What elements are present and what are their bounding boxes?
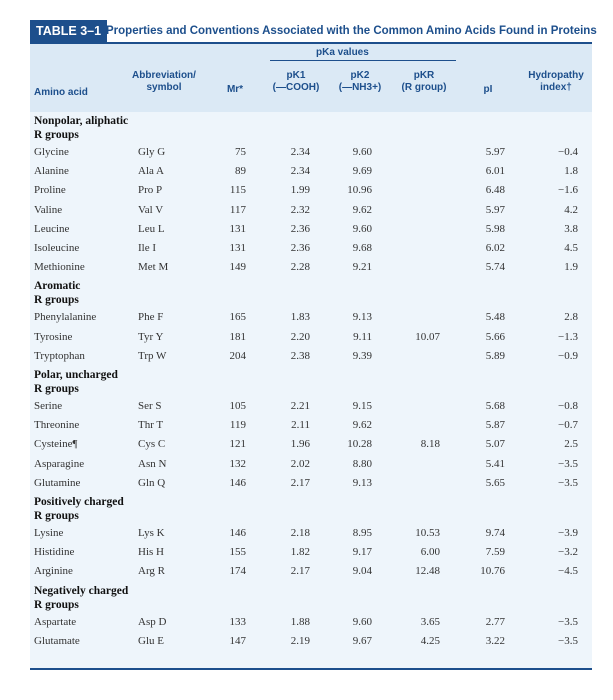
cell-pi: 9.74: [485, 527, 505, 539]
cell-pk2: 9.69: [352, 165, 372, 178]
cell-abbreviation: Tyr Y: [138, 330, 164, 343]
cell-abbreviation: Ile I: [138, 242, 157, 254]
cell-pi: 6.01: [485, 165, 505, 178]
cell-abbreviation: Asn N: [138, 457, 167, 470]
cell-pk1: 2.17: [290, 565, 310, 578]
cell-pi: 5.07: [485, 438, 505, 451]
cell-mr: 147: [229, 634, 246, 647]
cell-pk2: 10.96: [347, 184, 372, 197]
cell-abbreviation: Gly G: [138, 146, 166, 158]
cell-hydropathy: 4.5: [564, 242, 578, 254]
cell-mr: 133: [229, 615, 246, 628]
cell-pi: 5.65: [485, 476, 505, 489]
cell-pk2: 10.28: [347, 438, 372, 451]
table-title-bar: [30, 20, 597, 44]
cell-pk1: 1.88: [290, 615, 310, 628]
cell-pk2: 8.80: [352, 457, 372, 470]
cell-pi: 6.48: [485, 184, 505, 197]
table-row: [30, 144, 592, 162]
cell-amino-acid: Histidine: [34, 546, 75, 559]
cell-hydropathy: −3.9: [558, 527, 578, 539]
col-hydropathy-line1: Hydropathy: [528, 70, 584, 81]
cell-pi: 5.66: [485, 330, 505, 343]
cell-pk1: 2.38: [290, 349, 310, 362]
group-heading-line1: Aromatic: [34, 280, 81, 293]
cell-pkr: 8.18: [420, 438, 440, 451]
table-row: [30, 436, 592, 454]
group-heading: [34, 495, 124, 523]
cell-pkr: 12.48: [415, 565, 440, 578]
cell-pk2: 9.13: [352, 311, 372, 324]
cell-pk1: 2.32: [290, 203, 310, 216]
col-pk1-line1: pK1: [286, 70, 306, 81]
cell-hydropathy: −0.9: [558, 349, 578, 362]
table-number-label: TABLE 3–1: [30, 20, 107, 42]
cell-abbreviation: Ser S: [138, 400, 162, 412]
cell-abbreviation: Ala A: [138, 165, 164, 178]
cell-pkr: 10.53: [415, 527, 440, 539]
group-heading: [34, 114, 128, 142]
cell-pi: 5.48: [485, 311, 505, 324]
table-row: [30, 240, 592, 258]
cell-amino-acid: Arginine: [34, 565, 73, 578]
table-row: [30, 525, 592, 543]
cell-abbreviation: Trp W: [138, 349, 167, 362]
table-row: [30, 417, 592, 435]
col-pk2-line2: (—NH3+): [338, 82, 382, 93]
cell-pi: 5.89: [485, 349, 505, 362]
col-abbreviation-line2: symbol: [146, 82, 182, 93]
cell-pk1: 2.20: [290, 330, 310, 343]
cell-hydropathy: 3.8: [564, 222, 578, 235]
cell-mr: 105: [229, 400, 246, 412]
col-abbreviation-line1: Abbreviation/: [132, 70, 196, 81]
cell-hydropathy: 1.9: [564, 261, 578, 274]
table-body: [30, 112, 592, 668]
cell-pi: 6.02: [485, 242, 505, 254]
cell-pi: 2.77: [485, 615, 505, 628]
group-heading-line2: R groups: [34, 383, 79, 395]
cell-hydropathy: −1.3: [558, 330, 578, 343]
cell-abbreviation: Lys K: [138, 527, 165, 539]
cell-amino-acid: Glycine: [34, 146, 69, 158]
cell-pk2: 9.17: [352, 546, 372, 559]
cell-hydropathy: 1.8: [564, 165, 578, 178]
cell-hydropathy: −0.7: [558, 419, 578, 432]
col-hydropathy-line2: index†: [540, 82, 572, 93]
cell-hydropathy: −1.6: [558, 184, 578, 197]
col-pk1-line2: (—COOH): [272, 82, 320, 93]
table-bottom-rule: [30, 668, 592, 670]
table-row: [30, 182, 592, 200]
group-heading-line1: Nonpolar, aliphatic: [34, 115, 129, 127]
table-row: [30, 309, 592, 327]
cell-abbreviation: Cys C: [138, 438, 166, 451]
cell-pi: 5.68: [485, 400, 505, 412]
cell-amino-acid: Tyrosine: [34, 330, 73, 343]
cell-pk2: 8.95: [352, 527, 372, 539]
cell-pk2: 9.60: [352, 146, 372, 158]
cell-abbreviation: Phe F: [138, 311, 164, 324]
cell-pi: 5.98: [485, 222, 505, 235]
col-amino-acid: Amino acid: [34, 87, 88, 98]
cell-mr: 174: [229, 565, 246, 578]
cell-abbreviation: Met M: [138, 261, 169, 274]
cell-hydropathy: −0.4: [558, 146, 578, 158]
cell-pk1: 1.99: [290, 184, 310, 197]
cell-hydropathy: −3.5: [558, 615, 578, 628]
cell-hydropathy: −3.2: [558, 546, 578, 559]
cell-mr: 181: [229, 330, 246, 343]
cell-mr: 146: [229, 476, 246, 489]
table-row: [30, 456, 592, 474]
cell-abbreviation: Gln Q: [138, 476, 166, 489]
group-heading-line2: R groups: [34, 294, 79, 307]
cell-mr: 131: [229, 242, 246, 254]
cell-mr: 165: [229, 311, 246, 324]
table-header: [30, 44, 592, 112]
cell-hydropathy: −4.5: [558, 565, 578, 578]
group-heading: [34, 584, 128, 612]
cell-mr: 75: [235, 146, 246, 158]
cell-amino-acid: Cysteine¶: [34, 438, 78, 451]
col-pkr-line2: (R group): [401, 82, 447, 93]
cell-pk1: 2.19: [290, 634, 310, 647]
cell-pk2: 9.21: [352, 261, 372, 274]
cell-pkr: 4.25: [420, 634, 440, 647]
group-heading-line1: Polar, uncharged: [34, 369, 118, 381]
cell-abbreviation: Leu L: [138, 222, 165, 235]
table-row: [30, 398, 592, 416]
cell-amino-acid: Lysine: [34, 527, 64, 539]
cell-pk2: 9.67: [352, 634, 372, 647]
col-pi: pI: [483, 84, 493, 95]
cell-abbreviation: Val V: [138, 203, 164, 216]
cell-pk1: 2.17: [290, 476, 310, 489]
cell-amino-acid: Methionine: [34, 261, 85, 274]
cell-amino-acid: Proline: [34, 184, 66, 197]
cell-pi: 5.97: [485, 203, 505, 216]
cell-pk2: 9.68: [352, 242, 372, 254]
cell-pkr: 6.00: [420, 546, 440, 559]
cell-pk1: 1.96: [290, 438, 310, 451]
group-heading-line1: Positively charged: [34, 496, 124, 508]
cell-mr: 89: [235, 165, 246, 178]
cell-pi: 5.87: [485, 419, 505, 432]
cell-amino-acid: Aspartate: [34, 615, 77, 628]
cell-pk2: 9.15: [352, 400, 372, 412]
cell-amino-acid: Glutamine: [34, 476, 81, 489]
cell-mr: 117: [229, 203, 246, 216]
cell-mr: 119: [229, 419, 246, 432]
table-row: [30, 633, 592, 651]
cell-abbreviation: His H: [138, 546, 164, 559]
cell-abbreviation: Arg R: [138, 565, 165, 578]
cell-pi: 5.97: [485, 146, 505, 158]
cell-amino-acid: Glutamate: [34, 634, 80, 647]
group-heading-line2: R groups: [34, 598, 79, 611]
cell-pk2: 9.62: [352, 203, 372, 216]
amino-acid-table: [30, 20, 597, 670]
table-row: [30, 544, 592, 562]
cell-amino-acid: Tryptophan: [34, 349, 85, 362]
cell-pk1: 2.36: [290, 222, 310, 235]
cell-mr: 149: [229, 261, 246, 274]
cell-hydropathy: 4.2: [564, 203, 578, 216]
cell-pk1: 2.21: [290, 400, 310, 412]
cell-mr: 132: [229, 457, 246, 470]
cell-hydropathy: −3.5: [558, 634, 578, 647]
cell-pi: 10.76: [480, 565, 505, 578]
cell-mr: 115: [229, 184, 246, 197]
group-heading: [34, 279, 80, 307]
cell-hydropathy: 2.5: [564, 438, 578, 451]
cell-hydropathy: 2.8: [564, 311, 578, 324]
cell-pk2: 9.62: [352, 419, 372, 432]
cell-pk1: 2.34: [290, 146, 310, 158]
cell-amino-acid: Threonine: [34, 419, 80, 432]
group-heading: [34, 368, 118, 396]
table-row: [30, 475, 592, 493]
cell-pk2: 9.60: [352, 615, 372, 628]
table-row: [30, 348, 592, 366]
cell-pi: 7.59: [485, 546, 505, 559]
cell-mr: 146: [229, 527, 246, 539]
cell-abbreviation: Thr T: [138, 419, 164, 432]
table-caption: Properties and Conventions Associated with the Common Amino Acids Found in Proteins: [106, 25, 597, 37]
cell-mr: 155: [229, 546, 246, 559]
col-pk2-line1: pK2: [350, 70, 370, 81]
group-heading-line1: Negatively charged: [34, 584, 129, 597]
table-row: [30, 563, 592, 581]
cell-pkr: 10.07: [415, 330, 440, 343]
cell-hydropathy: −3.5: [558, 476, 578, 489]
table-row: [30, 259, 592, 277]
cell-abbreviation: Pro P: [138, 184, 163, 197]
cell-pk1: 2.18: [290, 527, 310, 539]
cell-pk1: 2.11: [291, 419, 310, 432]
cell-amino-acid: Alanine: [34, 165, 69, 178]
pk-values-heading: pKa values: [316, 47, 369, 58]
col-pkr-line1: pKR: [413, 70, 435, 81]
cell-pk2: 9.11: [353, 330, 372, 343]
table-row: [30, 202, 592, 220]
cell-mr: 204: [229, 349, 246, 362]
cell-hydropathy: −3.5: [558, 457, 578, 470]
cell-pk1: 2.28: [290, 261, 310, 274]
group-heading-line2: R groups: [34, 510, 79, 522]
col-mr: Mr*: [226, 84, 244, 95]
cell-amino-acid: Phenylalanine: [34, 311, 97, 324]
table-row: [30, 329, 592, 347]
cell-amino-acid: Serine: [34, 400, 63, 412]
cell-pk2: 9.39: [352, 349, 372, 362]
cell-pi: 5.41: [485, 457, 505, 470]
cell-abbreviation: Asp D: [138, 615, 167, 628]
cell-amino-acid: Leucine: [34, 222, 70, 235]
cell-pk2: 9.04: [352, 565, 372, 578]
cell-pi: 3.22: [485, 634, 505, 647]
cell-pk2: 9.13: [352, 476, 372, 489]
table-row: [30, 221, 592, 239]
cell-pk1: 2.34: [290, 165, 310, 178]
cell-hydropathy: −0.8: [558, 400, 578, 412]
cell-pk1: 1.83: [290, 311, 310, 324]
table-row: [30, 163, 592, 181]
cell-pk1: 2.36: [290, 242, 310, 254]
cell-amino-acid: Valine: [34, 203, 63, 216]
cell-abbreviation: Glu E: [138, 634, 164, 647]
table-row: [30, 614, 592, 632]
group-heading-line2: R groups: [34, 129, 79, 141]
cell-pkr: 3.65: [420, 615, 440, 628]
cell-mr: 131: [229, 222, 246, 235]
cell-amino-acid: Asparagine: [34, 457, 85, 470]
cell-pk1: 1.82: [290, 546, 310, 559]
cell-mr: 121: [229, 438, 246, 451]
cell-pk2: 9.60: [352, 222, 372, 235]
cell-pk1: 2.02: [290, 457, 310, 470]
cell-amino-acid: Isoleucine: [34, 242, 80, 254]
pk-values-rule: [270, 60, 456, 61]
cell-pi: 5.74: [485, 261, 505, 274]
